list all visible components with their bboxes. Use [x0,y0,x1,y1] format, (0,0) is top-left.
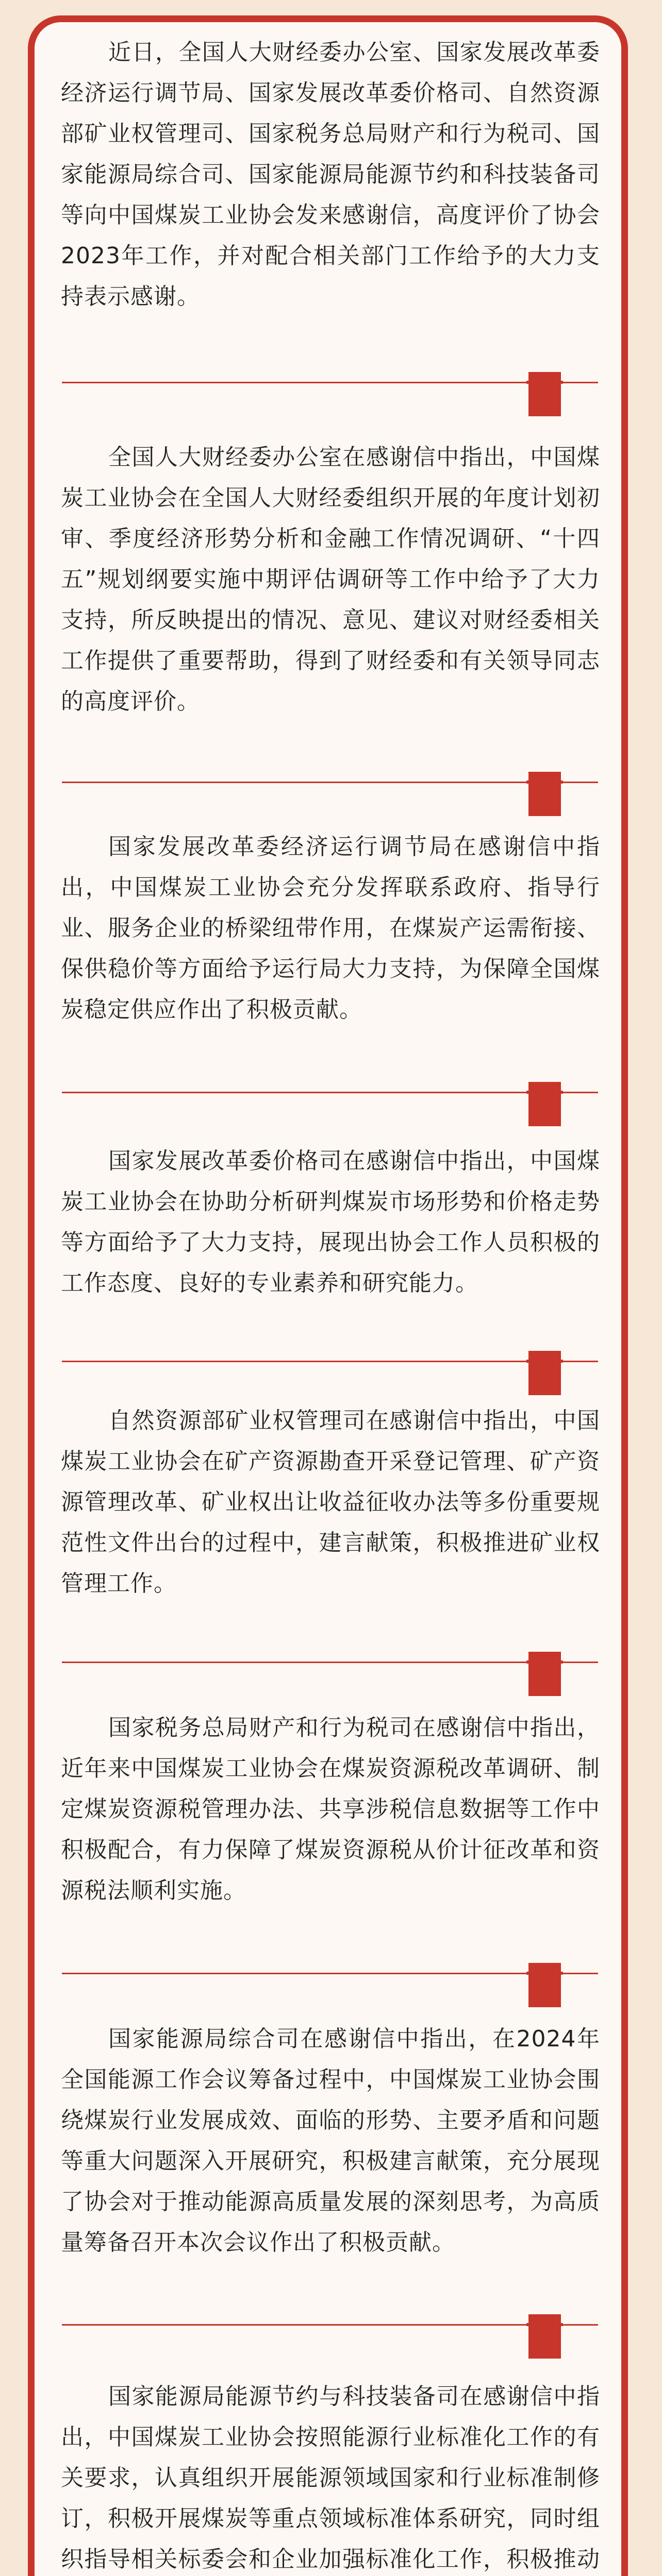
section-divider [62,372,598,423]
section-divider [62,1082,598,1133]
section-divider [62,1963,598,2014]
paragraph-nea-general-office: 国家能源局综合司在感谢信中指出，在2024年全国能源工作会议筹备过程中，中国煤炭工业协会围绕煤炭行业发展成效、面临的形势、主要矛盾和问题等重大问题深入开展研究，积极建言献策，充分展现了协会对于推动能源高质量发展的深刻思考，为高质量筹备召开本次会议作出了积极贡献。 [61,2026,600,2256]
paragraph-intro: 近日，全国人大财经委办公室、国家发展改革委经济运行调节局、国家发展改革委价格司、自然资源部矿业权管理司、国家税务总局财产和行为税司、国家能源局综合司、国家能源局能源节约和科技装备司等向中国煤炭工业协会发来感谢信，高度评价了协会2023年工作，并对配合相关部门工作给予的大力支持表示感谢。 [61,39,600,310]
paragraph-npc-finance-committee: 全国人大财经委办公室在感谢信中指出，中国煤炭工业协会在全国人大财经委组织开展的年度计划初审、季度经济形势分析和金融工作情况调研、“十四五”规划纲要实施中期评估调研等工作中给予了大力支持，所反映提出的情况、意见、建议对财经委相关工作提供了重要帮助，得到了财经委和有关领导同志的高度评价。 [61,444,600,715]
section-divider [62,772,598,823]
section-divider [62,1351,598,1402]
paragraph-mnr-mining-rights: 自然资源部矿业权管理司在感谢信中指出，中国煤炭工业协会在矿产资源勘查开采登记管理、矿产资源管理改革、矿业权出让收益征收办法等多份重要规范性文件出台的过程中，建言献策，积极推进矿业权管理工作。 [61,1408,600,1597]
paragraph-nea-energy-saving: 国家能源局能源节约与科技装备司在感谢信中指出，中国煤炭工业协会按照能源行业标准化工作的有关要求，认真组织开展能源领域国家和行业标准制修订，积极开展煤炭等重点领域标准体系研究，同时组织指导相关标委会和企业加强标准化工作，积极推动 [61,2383,600,2572]
paragraph-tax-administration: 国家税务总局财产和行为税司在感谢信中指出，近年来中国煤炭工业协会在煤炭资源税改革调研、制定煤炭资源税管理办法、共享涉税信息数据等工作中积极配合，有力保障了煤炭资源税从价计征改革和资源税法顺利实施。 [61,1715,600,1904]
section-divider [62,1652,598,1703]
paragraph-ndrc-price-department: 国家发展改革委价格司在感谢信中指出，中国煤炭工业协会在协助分析研判煤炭市场形势和价格走势等方面给予了大力支持，展现出协会工作人员积极的工作态度、良好的专业素养和研究能力。 [61,1148,600,1296]
section-divider [62,2314,598,2366]
paragraph-ndrc-operations-bureau: 国家发展改革委经济运行调节局在感谢信中指出，中国煤炭工业协会充分发挥联系政府、指导行业、服务企业的桥梁纽带作用，在煤炭产运需衔接、保供稳价等方面给予运行局大力支持，为保障全国煤炭稳定供应作出了积极贡献。 [61,834,600,1023]
